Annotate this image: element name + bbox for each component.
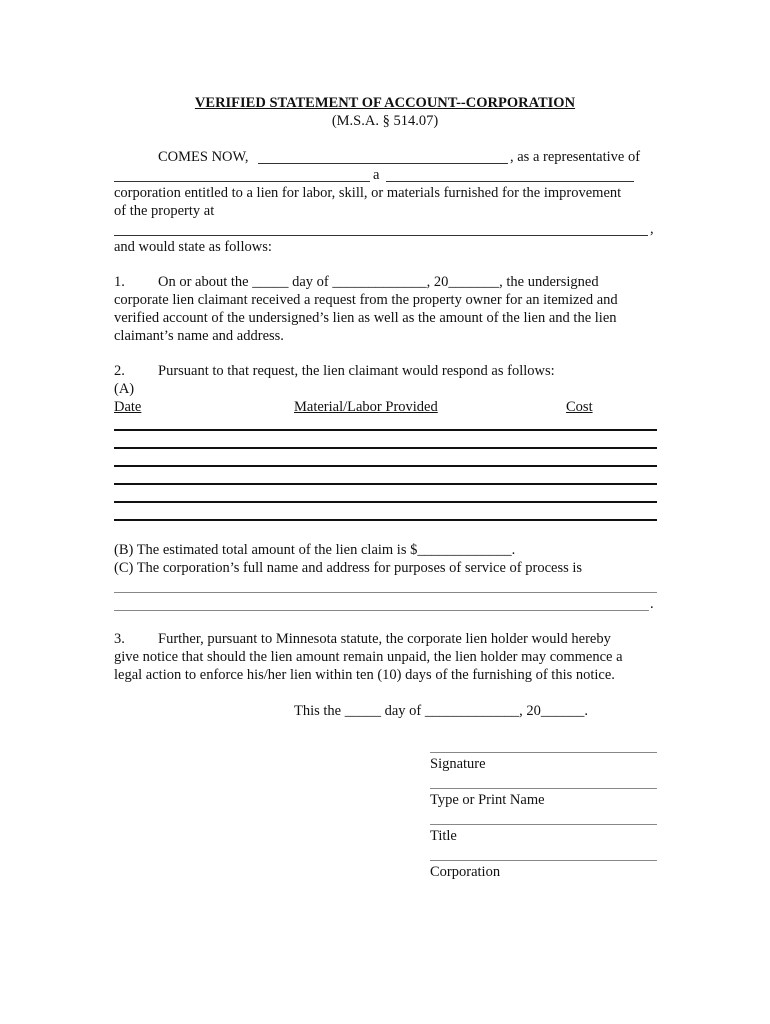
para2-line-1: Pursuant to that request, the lien claimant would respond as follows: [158,363,555,379]
service-address-line-2[interactable] [114,610,649,611]
property-address-line[interactable] [114,235,648,236]
print-name-label: Type or Print Name [430,792,545,808]
para1-number: 1. [114,274,125,290]
a-text: a [373,167,380,183]
address-comma: , [650,221,654,237]
corporation-label: Corporation [430,864,501,880]
comes-now-text: COMES NOW, [158,149,249,165]
title-label: Title [430,828,457,844]
itemized-entry-line[interactable] [114,447,657,449]
para3-line-2: give notice that should the lien amount remain unpaid, the lien holder may commence a [114,649,623,665]
column-header-cost: Cost [566,399,593,415]
signature-line[interactable] [430,752,657,753]
itemized-entry-line[interactable] [114,519,657,521]
representative-of-text: , as a representative of [510,149,641,165]
column-header-material: Material/Labor Provided [294,399,438,415]
service-address-line-1[interactable] [114,592,657,593]
itemized-entry-line[interactable] [114,501,657,503]
itemized-entry-line[interactable] [114,429,657,431]
para3-line-3: legal action to enforce his/her lien within ten (10) days of the furnishing of this notice. [114,667,615,683]
column-header-date: Date [114,399,142,415]
para1-line-4: claimant’s name and address. [114,328,284,344]
corporation-type-line[interactable] [386,181,634,182]
document-title: VERIFIED STATEMENT OF ACCOUNT--CORPORATION [194,95,576,111]
subsection-c-text: (C) The corporation’s full name and address for purposes of service of process is [114,560,583,576]
subsection-b-text: (B) The estimated total amount of the lien claim is $_____________. [114,542,516,558]
subsection-a-label: (A) [114,381,135,397]
dated-line: This the _____ day of _____________, 20______. [294,703,589,719]
para1-line-2: corporate lien claimant received a request from the property owner for an itemized and [114,292,618,308]
itemized-entry-line[interactable] [114,465,657,467]
para3-line-1: Further, pursuant to Minnesota statute, the corporate lien holder would hereby [158,631,611,647]
para1-line-1: On or about the _____ day of _____________, 20_______, the undersigned [158,274,599,290]
representative-name-line[interactable] [258,163,508,164]
corporation-name-line[interactable] [114,181,370,182]
para2-number: 2. [114,363,125,379]
signature-label: Signature [430,756,486,772]
para3-number: 3. [114,631,125,647]
statute-citation: (M.S.A. § 514.07) [331,113,439,129]
print-name-line[interactable] [430,788,657,789]
title-line[interactable] [430,824,657,825]
intro-line-6: and would state as follows: [114,239,272,255]
corporation-line[interactable] [430,860,657,861]
intro-line-3: corporation entitled to a lien for labor, skill, or materials furnished for the improvement [114,185,622,201]
para1-line-3: verified account of the undersigned’s lien as well as the amount of the lien and the lien [114,310,617,326]
itemized-entry-line[interactable] [114,483,657,485]
intro-line-4: of the property at [114,203,215,219]
service-address-period: . [650,596,654,612]
